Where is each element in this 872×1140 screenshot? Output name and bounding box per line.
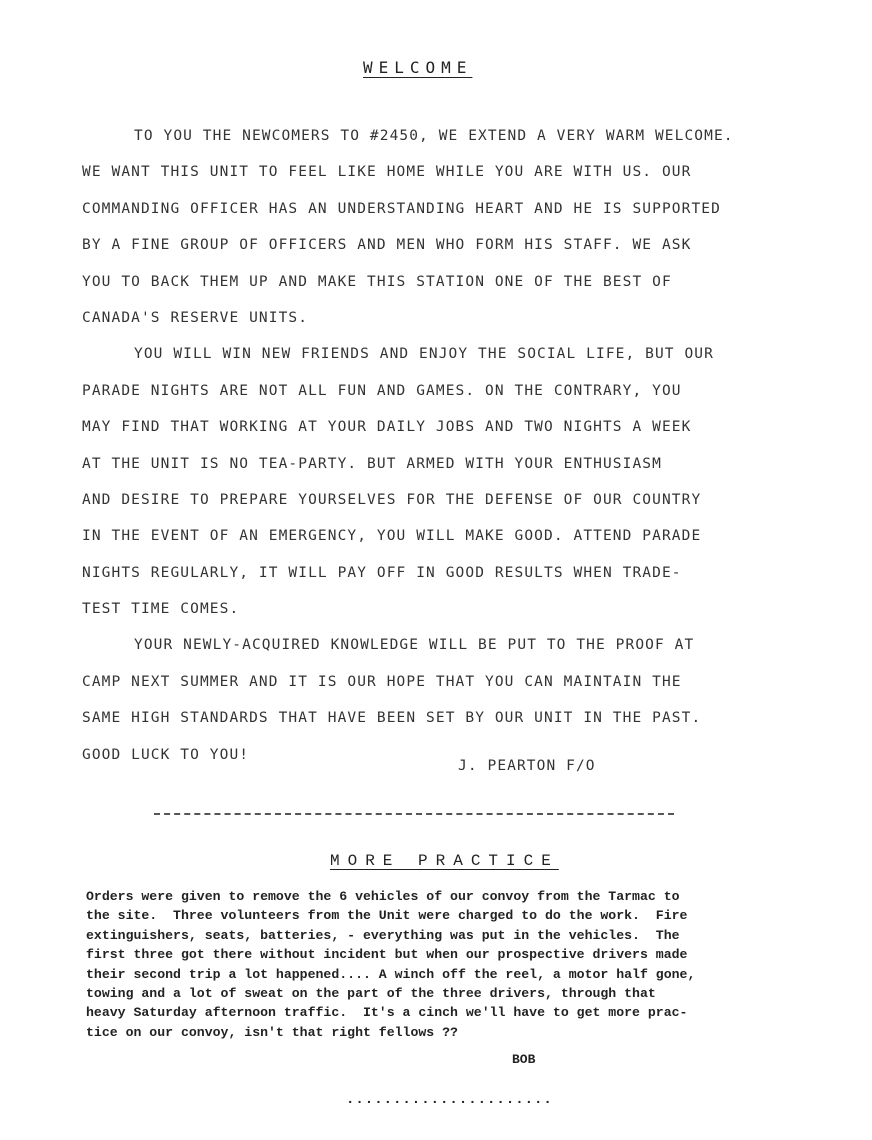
welcome-line: AT THE UNIT IS NO TEA-PARTY. BUT ARMED WITH YOUR ENTHUSIASM xyxy=(82,455,662,472)
welcome-line: NIGHTS REGULARLY, IT WILL PAY OFF IN GOOD RESULTS WHEN TRADE- xyxy=(82,564,682,581)
practice-line: towing and a lot of sweat on the part of the three drivers, through that xyxy=(86,985,656,1001)
welcome-line: GOOD LUCK TO YOU! xyxy=(82,746,250,763)
practice-line: their second trip a lot happened.... A winch off the reel, a motor half gone, xyxy=(86,966,696,982)
welcome-line: YOUR NEWLY-ACQUIRED KNOWLEDGE WILL BE PUT TO THE PROOF AT xyxy=(134,637,695,654)
practice-line: heavy Saturday afternoon traffic. It's a cinch we'll have to get more prac- xyxy=(86,1005,688,1021)
welcome-line: YOU WILL WIN NEW FRIENDS AND ENJOY THE SOCIAL LIFE, BUT OUR xyxy=(134,346,714,363)
welcome-line: COMMANDING OFFICER HAS AN UNDERSTANDING HEART AND HE IS SUPPORTED xyxy=(82,200,721,217)
welcome-line: AND DESIRE TO PREPARE YOURSELVES FOR THE DEFENSE OF OUR COUNTRY xyxy=(82,491,702,508)
welcome-line: CAMP NEXT SUMMER AND IT IS OUR HOPE THAT YOU CAN MAINTAIN THE xyxy=(82,673,682,690)
practice-line: Orders were given to remove the 6 vehicles of our convoy from the Tarmac to xyxy=(86,889,680,904)
welcome-signature: J. PEARTON F/O xyxy=(458,758,596,774)
welcome-line: YOU TO BACK THEM UP AND MAKE THIS STATION ONE OF THE BEST OF xyxy=(82,273,672,290)
practice-body xyxy=(86,887,776,1042)
practice-line: extinguishers, seats, batteries, - everything was put in the vehicles. The xyxy=(86,927,680,943)
welcome-body xyxy=(82,118,802,773)
practice-line: tice on our convoy, isn't that right fellows ?? xyxy=(86,1024,458,1040)
practice-title: MORE PRACTICE xyxy=(330,852,559,870)
welcome-line: PARADE NIGHTS ARE NOT ALL FUN AND GAMES. ON THE CONTRARY, YOU xyxy=(82,382,682,399)
welcome-line: TEST TIME COMES. xyxy=(82,601,240,618)
closing-dots: ...................... xyxy=(346,1092,553,1108)
welcome-line: CANADA'S RESERVE UNITS. xyxy=(82,309,309,326)
welcome-line: MAY FIND THAT WORKING AT YOUR DAILY JOBS AND TWO NIGHTS A WEEK xyxy=(82,419,692,436)
welcome-line: SAME HIGH STANDARDS THAT HAVE BEEN SET BY OUR UNIT IN THE PAST. xyxy=(82,710,702,727)
welcome-line: IN THE EVENT OF AN EMERGENCY, YOU WILL MAKE GOOD. ATTEND PARADE xyxy=(82,528,702,545)
welcome-line: BY A FINE GROUP OF OFFICERS AND MEN WHO FORM HIS STAFF. WE ASK xyxy=(82,237,692,254)
welcome-title: WELCOME xyxy=(363,58,473,77)
practice-signature: BOB xyxy=(512,1052,536,1067)
welcome-line: TO YOU THE NEWCOMERS TO #2450, WE EXTEND A VERY WARM WELCOME. xyxy=(134,128,734,144)
welcome-line: WE WANT THIS UNIT TO FEEL LIKE HOME WHILE YOU ARE WITH US. OUR xyxy=(82,164,692,181)
practice-line: first three got there without incident but when our prospective drivers made xyxy=(86,947,688,963)
practice-line: the site. Three volunteers from the Unit were charged to do the work. Fire xyxy=(86,908,688,924)
section-divider xyxy=(154,813,674,815)
